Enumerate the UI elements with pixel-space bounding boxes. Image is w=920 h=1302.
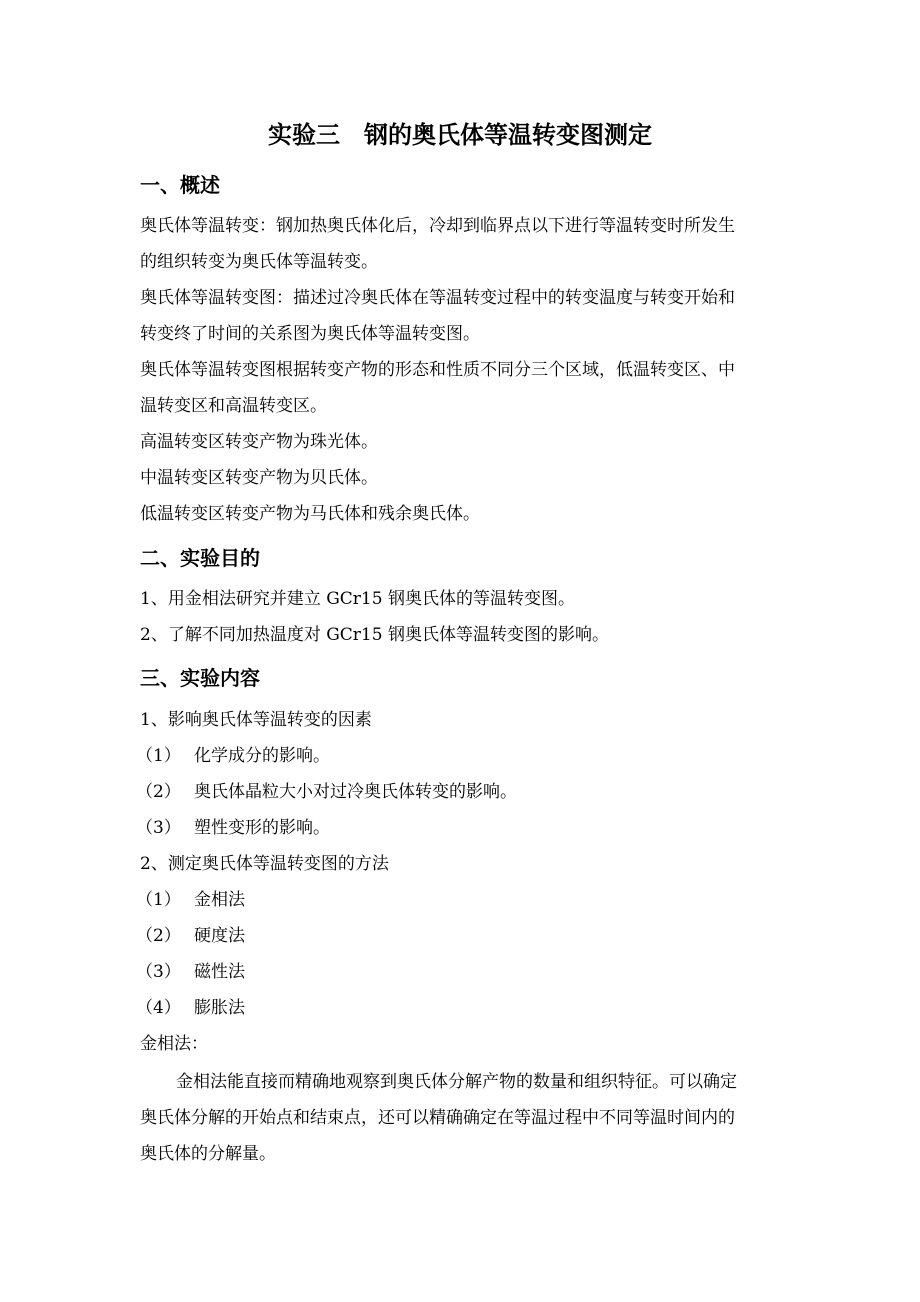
paragraph-line: 奥氏体分解的开始点和结束点，还可以精确确定在等温过程中不同等温时间内的 [140,1108,735,1128]
list-index: （1） [136,890,181,910]
list-item: 1、影响奥氏体等温转变的因素 [140,710,372,730]
paragraph-line: 奥氏体等温转变图：描述过冷奥氏体在等温转变过程中的转变温度与转变开始和 [140,288,735,308]
paragraph-line: 奥氏体等温转变图根据转变产物的形态和性质不同分三个区域，低温转变区、中 [140,360,735,380]
document-title: 实验三 钢的奥氏体等温转变图测定 [268,120,652,149]
list-item [136,744,330,768]
list-item: 1、用金相法研究并建立 GCr15 钢奥氏体的等温转变图。 [140,589,575,609]
list-item [136,816,330,840]
paragraph-line: 温转变区和高温转变区。 [140,396,327,416]
list-item [136,924,245,948]
list-item: 2、测定奥氏体等温转变图的方法 [140,854,389,874]
list-text: 硬度法 [194,926,245,946]
paragraph-line: 转变终了时间的关系图为奥氏体等温转变图。 [140,324,480,344]
list-item [136,960,245,984]
list-text: 化学成分的影响。 [194,746,330,766]
list-item [136,888,245,912]
list-index: （3） [136,962,181,982]
list-index: （1） [136,746,181,766]
list-index: （2） [136,782,181,802]
list-item [136,780,517,804]
paragraph-line: 低温转变区转变产物为马氏体和残余奥氏体。 [140,504,480,524]
paragraph-line: 的组织转变为奥氏体等温转变。 [140,252,378,272]
section-heading-overview: 一、概述 [140,173,220,197]
list-text: 膨胀法 [194,998,245,1018]
paragraph-line: 中温转变区转变产物为贝氏体。 [140,468,378,488]
list-text: 奥氏体晶粒大小对过冷奥氏体转变的影响。 [194,782,517,802]
list-text: 磁性法 [194,962,245,982]
list-text: 金相法 [194,890,245,910]
list-item: 2、了解不同加热温度对 GCr15 钢奥氏体等温转变图的影响。 [140,625,609,645]
subsection-label: 金相法： [140,1034,208,1054]
list-index: （2） [136,926,181,946]
paragraph-line: 金相法能直接而精确地观察到奥氏体分解产物的数量和组织特征。可以确定 [176,1072,737,1092]
paragraph-line: 高温转变区转变产物为珠光体。 [140,432,378,452]
paragraph-line: 奥氏体的分解量。 [140,1144,276,1164]
list-item [136,996,245,1020]
section-heading-purpose: 二、实验目的 [140,546,260,570]
list-index: （3） [136,818,181,838]
list-text: 塑性变形的影响。 [194,818,330,838]
section-heading-content: 三、实验内容 [140,666,260,690]
list-index: （4） [136,998,181,1018]
paragraph-line: 奥氏体等温转变：钢加热奥氏体化后，冷却到临界点以下进行等温转变时所发生 [140,216,735,236]
